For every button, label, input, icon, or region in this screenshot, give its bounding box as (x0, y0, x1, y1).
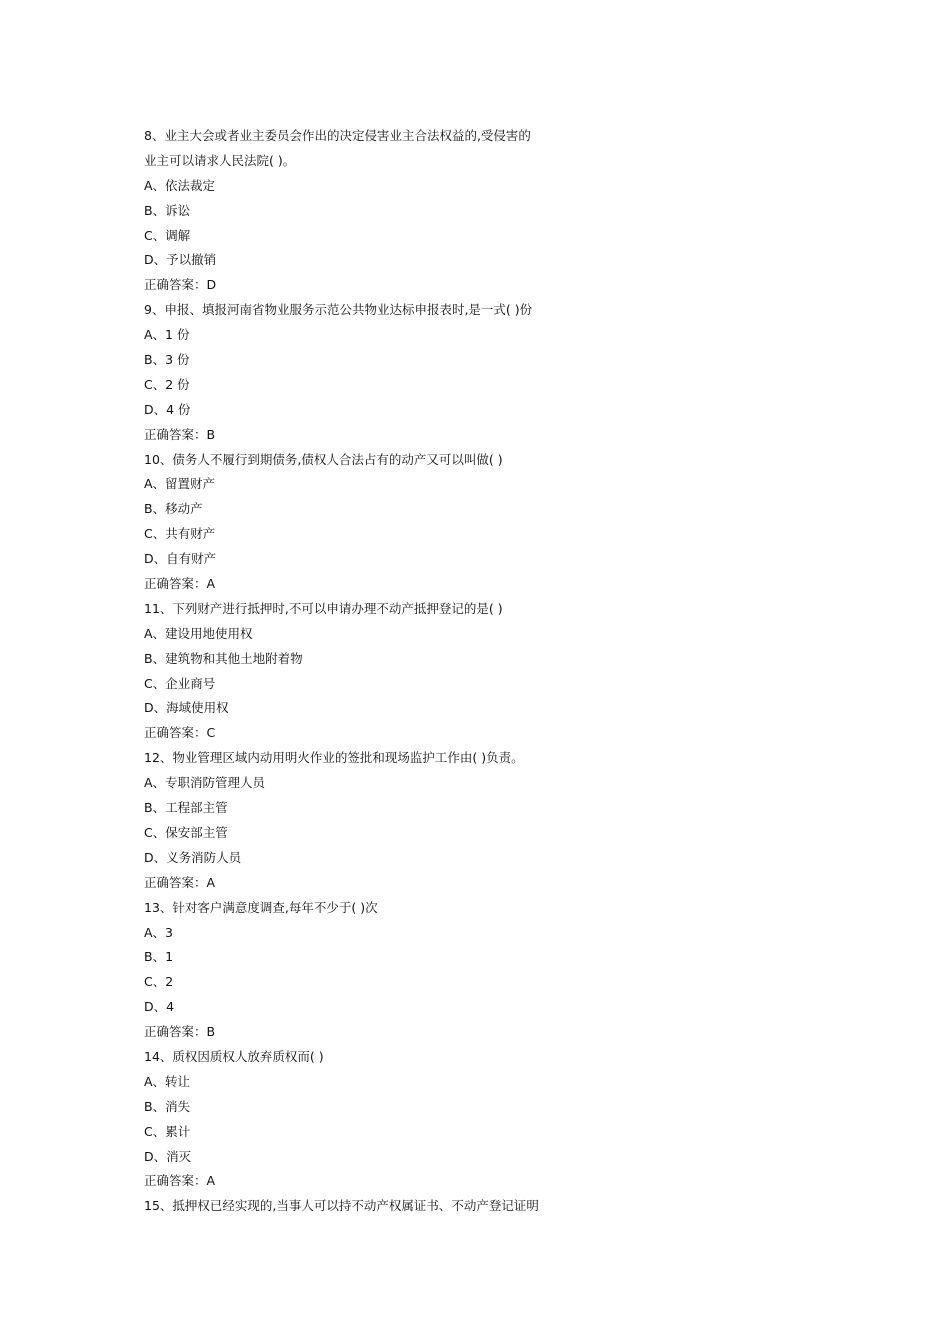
question-9-option-a: A、1 份 (144, 327, 190, 343)
question-14-text: 14、质权因质权人放弃质权而( ) (144, 1048, 324, 1064)
question-9-answer: 正确答案：B (144, 426, 216, 442)
question-13-text: 13、针对客户满意度调查,每年不少于( )次 (144, 899, 378, 915)
question-8-answer: 正确答案：D (144, 277, 217, 293)
question-11-option-b: B、建筑物和其他土地附着物 (144, 650, 303, 666)
question-9-option-d: D、4 份 (144, 401, 191, 417)
question-9-option-c: C、2 份 (144, 376, 190, 392)
question-10-option-b: B、移动产 (144, 501, 203, 517)
question-11-option-c: C、企业商号 (144, 675, 216, 691)
question-15-text-line-1: 15、抵押权已经实现的,当事人可以持不动产权属证书、不动产登记证明 (144, 1198, 539, 1214)
question-11-answer: 正确答案：C (144, 725, 216, 741)
question-11-option-d: D、海域使用权 (144, 700, 229, 716)
question-11-text: 11、下列财产进行抵押时,不可以申请办理不动产抵押登记的是( ) (144, 600, 503, 616)
question-14-option-a: A、转让 (144, 1073, 191, 1089)
question-12-answer: 正确答案：A (144, 874, 216, 890)
question-14-option-d: D、消灭 (144, 1148, 192, 1164)
question-13-option-a: A、3 (144, 924, 174, 940)
question-8-option-c: C、调解 (144, 227, 191, 243)
question-13-option-b: B、1 (144, 949, 174, 965)
question-12-option-d: D、义务消防人员 (144, 849, 242, 865)
question-10-option-c: C、共有财产 (144, 526, 216, 542)
question-8-option-a: A、依法裁定 (144, 177, 216, 193)
question-12-option-a: A、专职消防管理人员 (144, 775, 266, 791)
question-8-text-line-1: 8、业主大会或者业主委员会作出的决定侵害业主合法权益的,受侵害的 (144, 128, 531, 143)
question-12-option-c: C、保安部主管 (144, 824, 228, 840)
question-10-text: 10、债务人不履行到期债务,债权人合法占有的动产又可以叫做( ) (144, 451, 503, 467)
question-8-option-b: B、诉讼 (144, 202, 191, 218)
question-14-answer: 正确答案：A (144, 1173, 216, 1189)
question-14-option-b: B、消失 (144, 1098, 191, 1114)
question-9-option-b: B、3 份 (144, 352, 190, 368)
question-13-option-d: D、4 (144, 999, 175, 1015)
question-13-option-c: C、2 (144, 974, 174, 990)
document-body (144, 124, 564, 1219)
question-14-option-c: C、累计 (144, 1123, 191, 1139)
question-13-answer: 正确答案：B (144, 1024, 216, 1040)
question-11-option-a: A、建设用地使用权 (144, 625, 253, 641)
question-10-option-a: A、留置财产 (144, 476, 216, 492)
question-8-option-d: D、予以撤销 (144, 252, 217, 268)
question-9-text: 9、申报、填报河南省物业服务示范公共物业达标申报表时,是一式( )份 (144, 302, 533, 318)
question-8-text-line-2: 业主可以请求人民法院( )。 (144, 152, 296, 168)
question-12-option-b: B、工程部主管 (144, 800, 228, 816)
question-12-text: 12、物业管理区域内动用明火作业的签批和现场监护工作由( )负责。 (144, 750, 524, 766)
question-10-option-d: D、自有财产 (144, 551, 217, 567)
question-10-answer: 正确答案：A (144, 576, 216, 592)
